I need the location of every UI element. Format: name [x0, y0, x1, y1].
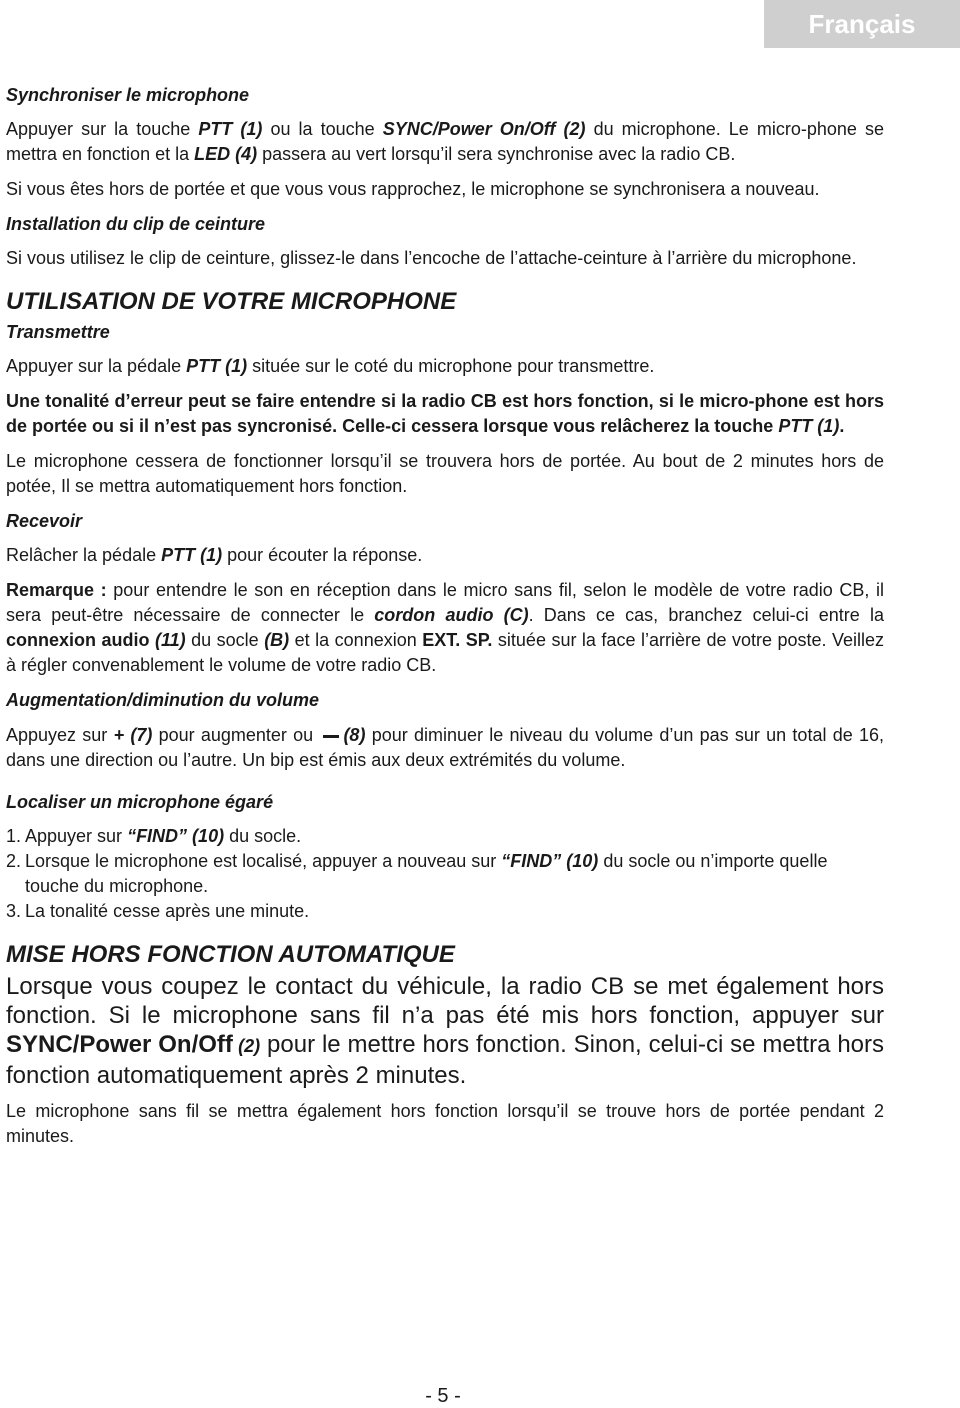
ext-sp-ref: EXT. SP.: [422, 630, 493, 650]
text-run: pour le mettre hors fonction. Sinon, celui-ci se mettra hors fonction automatiquement après 2 minutes.: [6, 1031, 885, 1089]
list-number: 2.: [6, 851, 22, 871]
text-run: pour augmenter ou: [152, 725, 320, 745]
text-run: pour écouter la réponse.: [222, 545, 423, 565]
clip-paragraph: Si vous utilisez le clip de ceinture, glissez-le dans l’encoche de l’attache-ceinture à l’arrière du microphone.: [6, 248, 857, 268]
text-run: du socle ou n’importe quelle touche du microphone.: [25, 851, 828, 896]
note-label: Remarque :: [6, 580, 107, 600]
text-run: située sur le coté du microphone pour transmettre.: [247, 356, 655, 376]
localiser-heading: Localiser un microphone égaré: [6, 792, 274, 812]
socle-ref: (B): [264, 630, 290, 650]
mise-paragraph-2: Le microphone sans fil se mettra également hors fonction lorsqu’il se trouve hors de portée pendant 2 minutes.: [6, 1101, 884, 1146]
text-run: ou la touche: [262, 119, 383, 139]
text-run: . Dans ce cas, branchez celui-ci entre la: [528, 605, 884, 625]
text-run: du microphone. Le micro-phone se mettra en fonction et la: [6, 119, 884, 164]
sync-paragraph-2: Si vous êtes hors de portée et que vous vous rapprochez, le microphone se synchronisera a nouveau.: [6, 179, 820, 199]
ptt-ref: PTT (1): [186, 356, 248, 376]
warning-paragraph: [6, 389, 884, 439]
clip-heading: Installation du clip de ceinture: [6, 214, 266, 234]
transmettre-heading: Transmettre: [6, 322, 110, 342]
text-run: pour diminuer le niveau du volume d’un pas sur un total de 16, dans une direction ou l’autre. Un bip est émis aux deux extrémités du volume.: [6, 725, 884, 770]
recevoir-paragraph: [6, 543, 884, 568]
ptt-ref: PTT (1): [778, 416, 840, 436]
language-label: Français: [808, 8, 916, 39]
text-run: pour entendre le son en réception dans le micro sans fil, selon le modèle de votre radio CB, il sera peut-être nécessaire de connecter le: [6, 580, 884, 625]
out-of-range-paragraph: Le microphone cessera de fonctionner lorsqu’il se trouvera hors de portée. Au bout de 2 minutes hors de potée, Il se mettra automatiquement hors fonction.: [6, 451, 884, 496]
sync-number: (2): [232, 1036, 261, 1056]
language-tab: [764, 0, 960, 48]
recevoir-heading: Recevoir: [6, 511, 83, 531]
page-content: [6, 83, 884, 1149]
utilisation-heading: UTILISATION DE VOTRE MICROPHONE: [6, 288, 457, 315]
sync-heading: Synchroniser le microphone: [6, 85, 250, 105]
text-run: Lorsque vous coupez le contact du véhicule, la radio CB se met également hors fonction. Si le microphone sans fil n’a pas été mis hors fonction, appuyer sur: [6, 973, 884, 1029]
find-ref: “FIND” (10): [501, 851, 599, 871]
text-run: Appuyer sur la pédale: [6, 356, 187, 376]
list-item: [6, 899, 884, 924]
mise-heading: MISE HORS FONCTION AUTOMATIQUE: [6, 941, 455, 968]
sync-power-ref: SYNC/Power On/Off: [6, 1031, 233, 1058]
text-run: Lorsque le microphone est localisé, appuyer a nouveau sur: [25, 851, 502, 871]
text-run: et la connexion: [289, 630, 423, 650]
text-run: Appuyer sur: [25, 826, 128, 846]
text-run: du socle: [185, 630, 265, 650]
list-text: [25, 849, 884, 899]
text-run: située sur la face l’arrière de votre poste. Veillez à régler convenablement le volume de votre radio CB.: [6, 630, 885, 675]
note-paragraph: [6, 578, 884, 678]
volume-paragraph: [6, 723, 884, 773]
list-item: [6, 849, 884, 899]
connexion-number: (11): [149, 630, 186, 650]
volume-heading: Augmentation/diminution du volume: [6, 690, 319, 710]
mise-paragraph-1: [6, 972, 884, 1090]
list-number: 1.: [6, 826, 22, 846]
ptt-ref: PTT (1): [161, 545, 223, 565]
text-run: Une tonalité d’erreur peut se faire entendre si la radio CB est hors fonction, si le micro-phone est hors de portée ou si il n’est pas syncronisé. Celle-ci cessera lorsque vous relâcherez la touche: [6, 391, 884, 436]
text-run: du socle.: [224, 826, 302, 846]
text-run: passera au vert lorsqu’il sera synchronise avec la radio CB.: [257, 144, 736, 164]
localiser-list: [6, 824, 884, 924]
text-run: Appuyez sur: [6, 725, 114, 745]
led-ref: LED (4): [194, 144, 258, 164]
plus-ref: + (7): [113, 725, 153, 745]
list-number: 3.: [6, 901, 22, 921]
text-run: Relâcher la pédale: [6, 545, 162, 565]
connexion-ref: connexion audio: [6, 630, 150, 650]
text-run: Appuyer sur la touche: [6, 119, 199, 139]
list-text: La tonalité cesse après une minute.: [25, 901, 310, 921]
ptt-ref: PTT (1): [198, 119, 263, 139]
list-item: [6, 824, 884, 849]
page-number: - 5 -: [425, 1385, 461, 1407]
transmettre-paragraph: [6, 354, 884, 379]
sync-power-ref: SYNC/Power On/Off (2): [382, 119, 586, 139]
find-ref: “FIND” (10): [127, 826, 225, 846]
list-text: [25, 824, 884, 849]
minus-ref: (8): [343, 725, 366, 745]
text-run: .: [839, 416, 845, 436]
minus-icon: [323, 735, 339, 738]
sync-paragraph-1: [6, 117, 884, 167]
cordon-ref: cordon audio (C): [374, 605, 529, 625]
